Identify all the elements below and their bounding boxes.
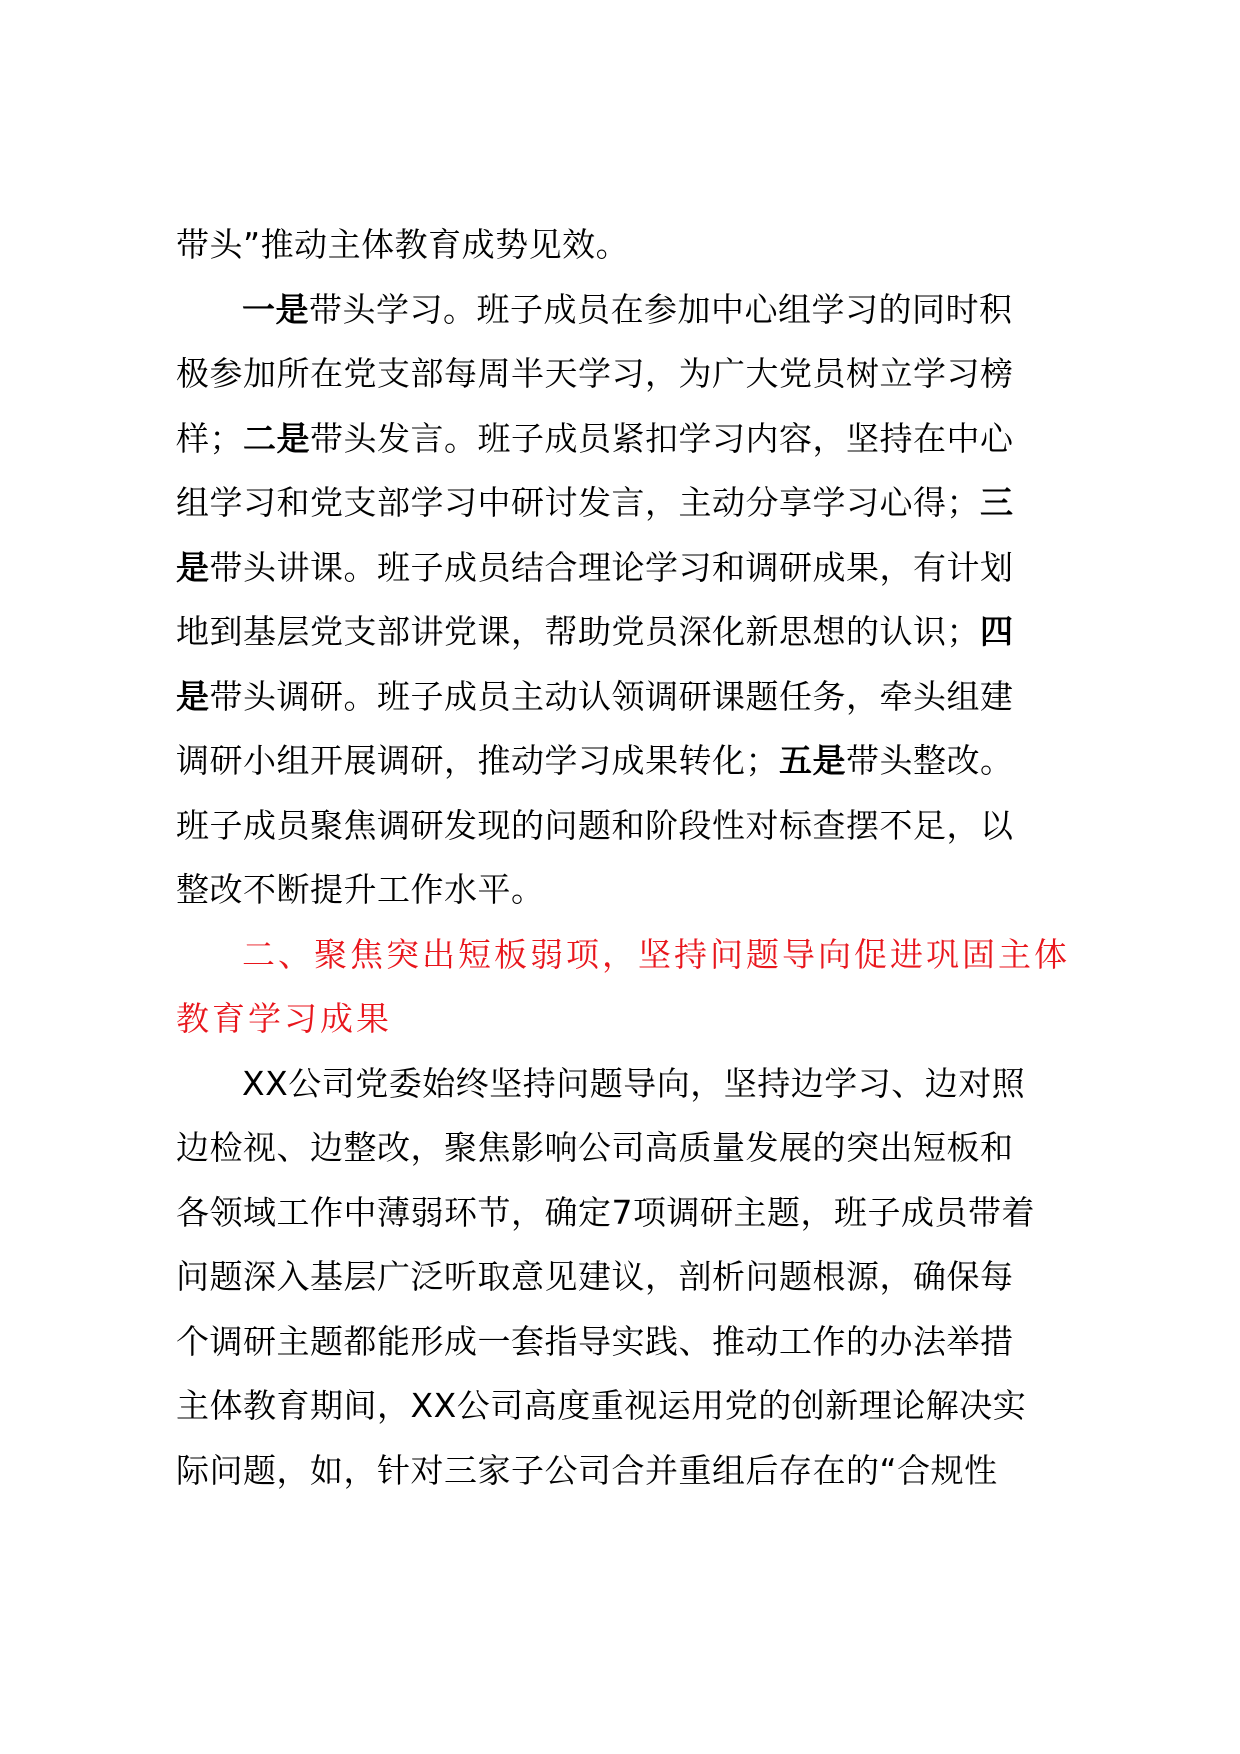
text-span: 问题深入基层广泛听取意见建议，剖析问题根源，确保每 — [176, 1257, 1014, 1296]
text-span: 带头”推动主体教育成势见效。 — [176, 225, 630, 264]
text-span: 班子成员聚焦调研发现的问题和阶段性对标查摆不足，以 — [176, 805, 1014, 845]
bold-label: 五是 — [779, 741, 846, 780]
paragraph-line — [176, 278, 1106, 343]
bold-label: 三 — [980, 483, 1014, 522]
paragraph-line — [176, 665, 1106, 730]
bold-label: 四 — [980, 612, 1014, 651]
paragraph-line — [176, 1245, 1106, 1310]
paragraph-line — [176, 213, 1106, 278]
text-span: 际问题，如，针对三家子公司合并重组后存在的“合规性 — [176, 1450, 998, 1490]
paragraph-line — [176, 1374, 1106, 1439]
text-span: 带头学习。班子成员在参加中心组学习的同时积 — [309, 289, 1013, 329]
text-span: 调研小组开展调研，推动学习成果转化； — [176, 741, 779, 780]
paragraph-line — [176, 1310, 1106, 1375]
text-span: 极参加所在党支部每周半天学习，为广大党员树立学习榜 — [176, 354, 1014, 393]
heading-text: 教育学习成果 — [176, 999, 392, 1038]
paragraph-line — [176, 407, 1106, 472]
paragraph-line — [176, 1116, 1106, 1181]
text-span: 组学习和党支部学习中研讨发言，主动分享学习心得； — [176, 483, 980, 522]
section-heading — [176, 923, 1106, 988]
text-span: 带头整改。 — [846, 741, 1014, 780]
bold-label: 是 — [176, 547, 210, 587]
text-span: 各领域工作中薄弱环节，确定7项调研主题，班子成员带着 — [176, 1192, 1035, 1232]
text-span: 带头调研。班子成员主动认领调研课题任务，牵头组建 — [209, 676, 1014, 716]
text-span: 带头讲课。班子成员结合理论学习和调研成果，有计划 — [209, 547, 1014, 587]
paragraph-line — [176, 1439, 1106, 1504]
text-span: 样； — [176, 418, 243, 458]
heading-text: 二、聚焦突出短板弱项，坚持问题导向促进巩固主体 — [242, 934, 1070, 974]
bold-label: 是 — [176, 676, 210, 716]
paragraph-line — [176, 471, 1106, 536]
paragraph-line — [176, 1052, 1106, 1117]
text-span: 主体教育期间，XX公司高度重视运用党的创新理论解决实 — [176, 1386, 1027, 1425]
bold-label: 一是 — [242, 289, 309, 329]
section-heading — [176, 987, 1106, 1052]
paragraph-line — [176, 729, 1106, 794]
paragraph-line — [176, 1181, 1106, 1246]
paragraph-line — [176, 794, 1106, 859]
bold-label: 二是 — [243, 418, 310, 458]
text-span: 整改不断提升工作水平。 — [176, 870, 545, 909]
document-body — [176, 213, 1106, 1503]
text-span: 地到基层党支部讲党课，帮助党员深化新思想的认识； — [176, 612, 980, 651]
paragraph-line — [176, 600, 1106, 665]
text-span: 边检视、边整改，聚焦影响公司高质量发展的突出短板和 — [176, 1128, 1014, 1167]
paragraph-line — [176, 342, 1106, 407]
paragraph-line — [176, 536, 1106, 601]
paragraph-line — [176, 858, 1106, 923]
text-span: 个调研主题都能形成一套指导实践、推动工作的办法举措 — [176, 1321, 1014, 1361]
text-span: XX公司党委始终坚持问题导向，坚持边学习、边对照 — [242, 1063, 1026, 1103]
text-span: 带头发言。班子成员紧扣学习内容，坚持在中心 — [310, 418, 1014, 458]
